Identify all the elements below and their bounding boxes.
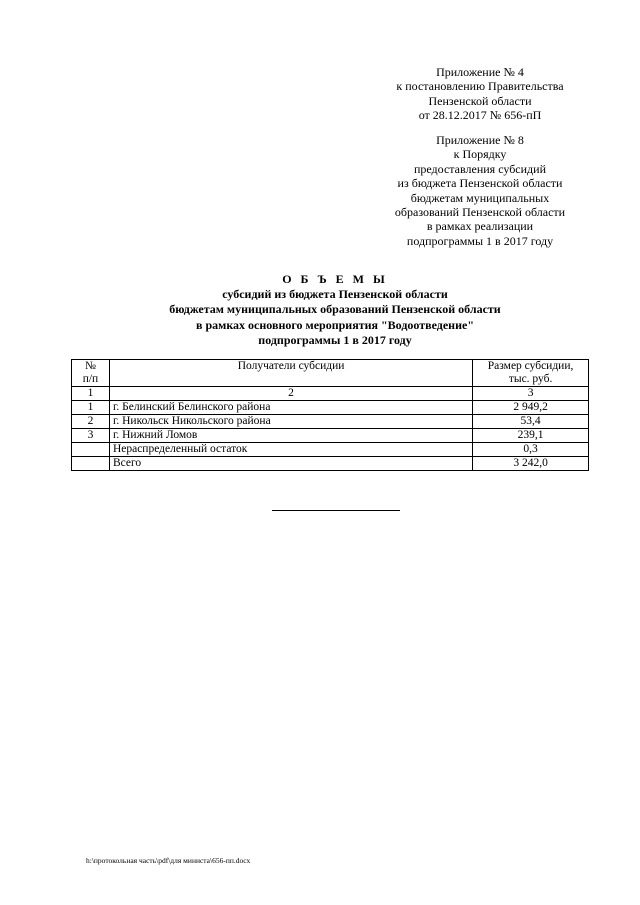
header-amount-label: Размер субсидии, bbox=[487, 360, 574, 372]
appendix-8-line: из бюджета Пензенской области bbox=[397, 176, 563, 191]
row-name-cell: г. Никольск Никольского района bbox=[109, 415, 472, 429]
column-number-cell: 3 bbox=[473, 387, 589, 401]
row-num-cell bbox=[72, 443, 110, 457]
appendix-4-line: от 28.12.2017 № 656-пП bbox=[418, 108, 542, 123]
header-num-cell bbox=[72, 360, 110, 387]
appendix-8-line: подпрограммы 1 в 2017 году bbox=[406, 233, 554, 248]
title-line: бюджетам муниципальных образований Пензенской области bbox=[169, 302, 501, 317]
row-num-cell: 2 bbox=[72, 415, 110, 429]
appendix-8-line: образований Пензенской области bbox=[394, 205, 566, 220]
table-row bbox=[72, 429, 589, 443]
appendix-4-line: к постановлению Правительства bbox=[396, 79, 564, 94]
document-title bbox=[100, 272, 570, 348]
row-num-cell: 1 bbox=[72, 401, 110, 415]
row-amount-cell: 0,3 bbox=[473, 443, 589, 457]
column-number-cell: 2 bbox=[109, 387, 472, 401]
appendix-8-line: в рамках реализации bbox=[426, 219, 534, 234]
appendix-8-line: Приложение № 8 bbox=[436, 133, 524, 147]
appendix-8-block bbox=[380, 133, 580, 248]
column-number-cell: 1 bbox=[72, 387, 110, 401]
table-row bbox=[72, 415, 589, 429]
header-recipients-label: Получатели субсидии bbox=[237, 360, 345, 372]
row-name-cell: г. Нижний Ломов bbox=[109, 429, 472, 443]
table-header-row bbox=[72, 360, 589, 387]
file-path-footer: h:\протокольная часть\pdf\для министа\656-пп.docx bbox=[86, 856, 251, 865]
appendix-8-line: к Порядку bbox=[453, 147, 507, 162]
table-row bbox=[72, 401, 589, 415]
row-num-cell: 3 bbox=[72, 429, 110, 443]
row-amount-cell: 3 242,0 bbox=[473, 457, 589, 471]
header-recipients-cell bbox=[109, 360, 472, 387]
row-amount-cell: 53,4 bbox=[473, 415, 589, 429]
row-amount-cell: 239,1 bbox=[473, 429, 589, 443]
header-num-label: № bbox=[84, 360, 96, 372]
appendix-8-line: предоставления субсидий bbox=[413, 161, 547, 176]
header-amount-unit: тыс. руб. bbox=[508, 373, 553, 385]
subsidies-table bbox=[71, 359, 589, 471]
title-line: в рамках основного мероприятия "Водоотведение" bbox=[195, 317, 474, 332]
title-heading: О Б Ъ Е М Ы bbox=[282, 272, 388, 286]
row-name-cell: г. Белинский Белинского района bbox=[109, 401, 472, 415]
title-line: субсидий из бюджета Пензенской области bbox=[222, 287, 448, 302]
row-name-cell: Всего bbox=[109, 457, 472, 471]
header-amount-cell bbox=[473, 360, 589, 387]
title-line: подпрограммы 1 в 2017 году bbox=[258, 332, 412, 347]
appendix-4-block bbox=[380, 65, 580, 123]
appendix-4-line: Пензенской области bbox=[428, 93, 532, 108]
row-amount-cell: 2 949,2 bbox=[473, 401, 589, 415]
column-numbers-row bbox=[72, 387, 589, 401]
table-row-total bbox=[72, 457, 589, 471]
appendix-8-line: бюджетам муниципальных bbox=[410, 190, 550, 205]
header-num-sublabel: п/п bbox=[82, 373, 99, 385]
row-num-cell bbox=[72, 457, 110, 471]
table-row-unallocated bbox=[72, 443, 589, 457]
row-name-cell: Нераспределенный остаток bbox=[109, 443, 472, 457]
separator-line bbox=[272, 510, 400, 511]
appendix-4-line: Приложение № 4 bbox=[436, 65, 524, 79]
